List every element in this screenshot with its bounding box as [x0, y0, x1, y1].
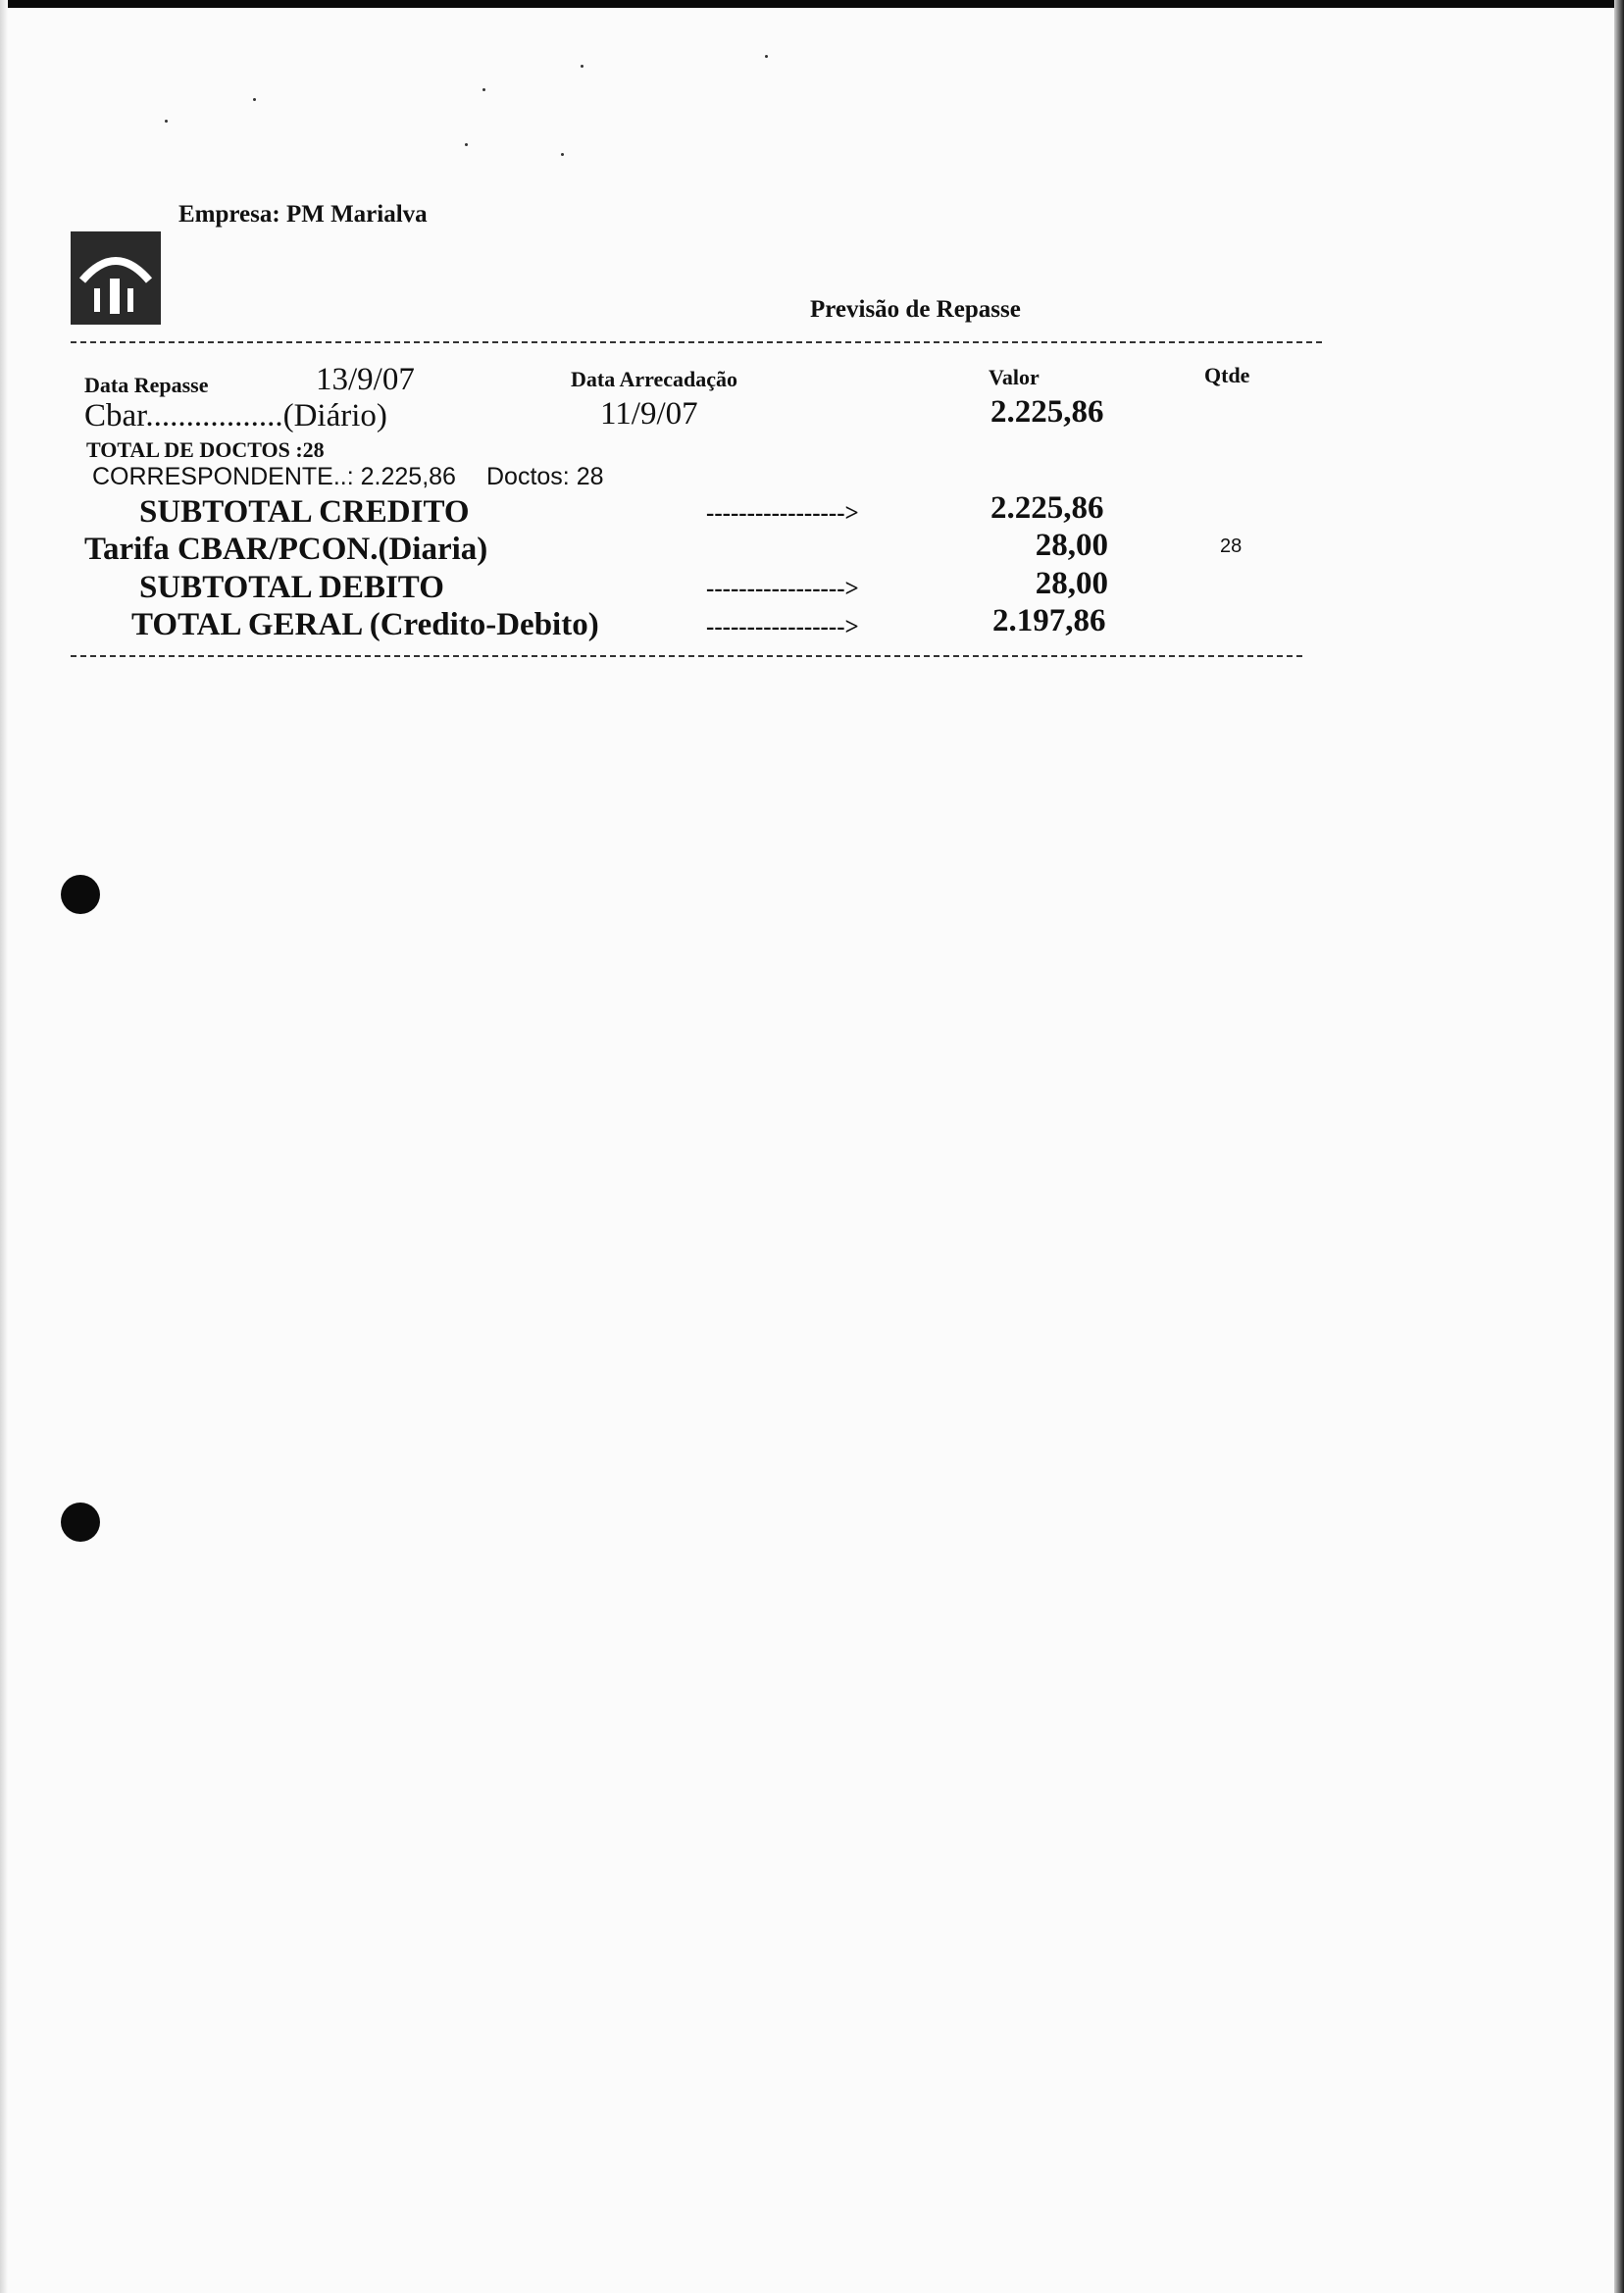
- company-label: Empresa: PM Marialva: [178, 201, 428, 228]
- bradesco-logo-icon: [71, 231, 161, 325]
- top-divider: [71, 341, 1322, 343]
- total-geral-arrow: ----------------->: [706, 614, 859, 640]
- scan-speck: [253, 98, 256, 101]
- total-geral-value: 2.197,86: [992, 603, 1106, 638]
- subtotal-credito-arrow: ----------------->: [706, 500, 859, 527]
- data-repasse-label: Data Repasse: [84, 373, 209, 397]
- tarifa-value: 28,00: [1035, 528, 1108, 563]
- subtotal-credito-label: SUBTOTAL CREDITO: [139, 494, 470, 530]
- correspondente-doctos: Doctos: 28: [486, 463, 604, 490]
- data-arrecadacao-label: Data Arrecadação: [571, 367, 738, 391]
- tarifa-qtde: 28: [1220, 535, 1243, 557]
- scan-speck: [765, 55, 768, 58]
- scan-speck: [561, 153, 564, 156]
- total-geral-label: TOTAL GERAL (Credito-Debito): [131, 607, 599, 642]
- scan-top-border: [0, 0, 1624, 8]
- total-docs: TOTAL DE DOCTOS :28: [86, 437, 325, 462]
- scan-speck: [581, 65, 584, 68]
- valor-label: Valor: [989, 365, 1040, 389]
- scan-speck: [465, 143, 468, 146]
- bottom-divider: [71, 655, 1302, 657]
- scan-speck: [165, 120, 168, 123]
- qtde-label: Qtde: [1204, 363, 1250, 387]
- report-title: Previsão de Repasse: [810, 296, 1021, 323]
- scan-right-border: [1614, 0, 1624, 2293]
- cbar-label: Cbar.................(Diário): [84, 398, 387, 433]
- subtotal-credito-value: 2.225,86: [990, 490, 1104, 526]
- cbar-value: 2.225,86: [990, 394, 1104, 430]
- correspondente-text: CORRESPONDENTE..: 2.225,86: [92, 463, 456, 490]
- scan-left-shadow: [0, 0, 8, 2293]
- punch-hole-icon: [61, 1503, 100, 1542]
- tarifa-label: Tarifa CBAR/PCON.(Diaria): [84, 532, 488, 567]
- subtotal-debito-arrow: ----------------->: [706, 576, 859, 602]
- scan-speck: [482, 88, 485, 91]
- cbar-date: 11/9/07: [600, 396, 698, 432]
- subtotal-debito-label: SUBTOTAL DEBITO: [139, 570, 444, 605]
- punch-hole-icon: [61, 875, 100, 914]
- subtotal-debito-value: 28,00: [1035, 566, 1108, 601]
- data-repasse-value: 13/9/07: [316, 362, 415, 397]
